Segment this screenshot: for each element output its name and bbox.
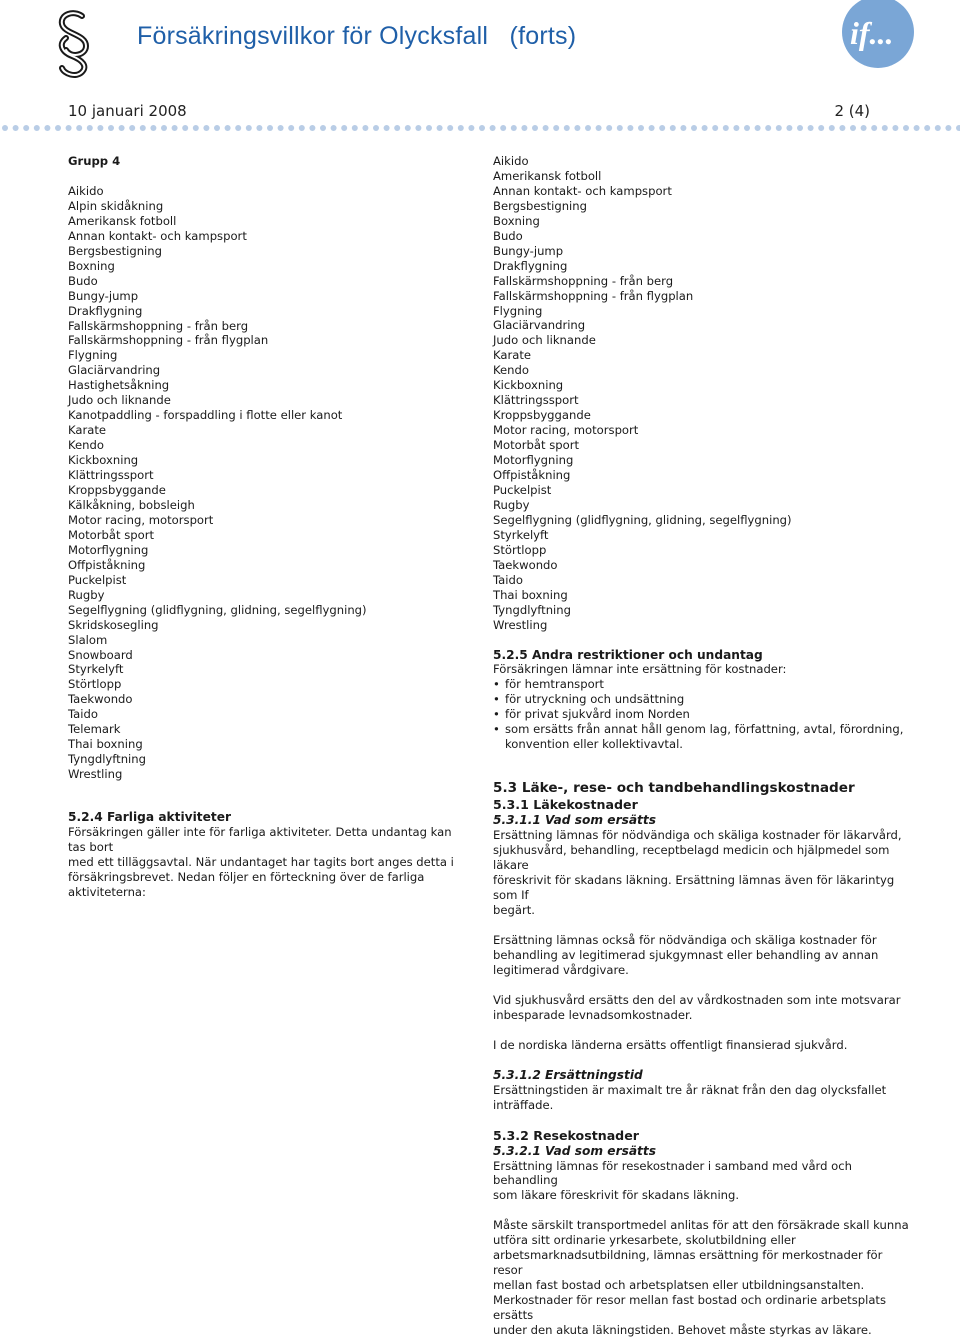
divider-dot	[246, 125, 252, 131]
divider-dot	[839, 125, 845, 131]
divider-dot	[500, 125, 506, 131]
text-line: Försäkringen gäller inte för farliga aktiviteter. Detta undantag kan tas bort	[68, 825, 452, 854]
divider-dot	[903, 125, 909, 131]
divider-dot	[299, 125, 305, 131]
right-sport-list	[493, 154, 913, 633]
sport-list-item: Puckelpist	[493, 482, 552, 497]
divider-dot	[871, 125, 877, 131]
sport-list-item: Kroppsbyggande	[68, 483, 166, 498]
section-532-title: 5.3.2 Resekostnader	[493, 1127, 639, 1143]
sport-list-item: Störtlopp	[68, 677, 122, 692]
sport-list-item: Rugby	[493, 497, 530, 512]
sport-list-item: Kroppsbyggande	[493, 408, 591, 423]
divider-dot	[76, 125, 82, 131]
divider-dot	[956, 125, 960, 131]
section-531-title: 5.3.1 Läkekostnader	[493, 797, 638, 813]
sport-list-item: Thai boxning	[68, 737, 143, 752]
sport-list-item: Amerikansk fotboll	[68, 213, 177, 228]
divider-dot	[23, 125, 29, 131]
sport-list-item: Styrkelyft	[493, 527, 549, 542]
divider-dot	[267, 125, 273, 131]
sport-list-item: Bungy-jump	[493, 243, 564, 258]
right-column	[493, 154, 913, 1338]
bullet-item: • för hemtransport	[493, 677, 913, 692]
sport-list-item: Klättringssport	[493, 393, 579, 408]
divider-dot	[203, 125, 209, 131]
divider-dot	[384, 125, 390, 131]
divider-dot	[256, 125, 262, 131]
divider-dot	[733, 125, 739, 131]
divider-dot	[564, 125, 570, 131]
divider-dot	[352, 125, 358, 131]
sport-list-item: Kendo	[68, 438, 104, 453]
section-5311-title: 5.3.1.1 Vad som ersätts	[493, 813, 656, 828]
divider-dot	[744, 125, 750, 131]
sport-list-item: Fallskärmshoppning - från flygplan	[68, 333, 269, 348]
section-525-bullets	[493, 677, 913, 752]
divider-dot	[649, 125, 655, 131]
if-logo-text: if...	[850, 15, 894, 51]
sport-list-item: Annan kontakt- och kampsport	[493, 183, 672, 198]
divider-dot	[140, 125, 146, 131]
sport-list-item: Motorflygning	[68, 542, 149, 557]
text-line: Merkostnader för resor mellan fast bostad och ordinarie arbetsplats ersätts	[493, 1293, 887, 1323]
text-line: försäkringsbrevet. Nedan följer en förteckning över de farliga aktiviteterna:	[68, 869, 425, 899]
divider-dot	[882, 125, 888, 131]
divider-dot	[394, 125, 400, 131]
sport-list-item: Glaciärvandring	[493, 318, 586, 333]
sport-list-item: Offpiståkning	[68, 557, 146, 572]
divider-dot	[172, 125, 178, 131]
text-line: inträffade.	[493, 1097, 554, 1112]
divider-dot	[659, 125, 665, 131]
divider-dot	[2, 125, 8, 131]
divider-dot	[755, 125, 761, 131]
sport-list-item: Kanotpaddling - forspaddling i flotte eller kanot	[68, 408, 343, 423]
sport-list-item: Telemark	[68, 722, 121, 737]
divider-dot	[808, 125, 814, 131]
text-line: Ersättning lämnas för nödvändiga och skäliga kostnader för läkarvård,	[493, 828, 902, 843]
sport-list-item: Taekwondo	[493, 557, 558, 572]
sport-list-item: Snowboard	[68, 647, 133, 662]
paragraph-logo-icon	[50, 8, 98, 80]
left-column	[68, 154, 468, 900]
divider-dot	[87, 125, 93, 131]
divider-dot	[479, 125, 485, 131]
sport-list-item: Taido	[493, 572, 523, 587]
divider-dot	[606, 125, 612, 131]
group-title: Grupp 4	[68, 154, 121, 168]
sport-list-item: Motorbåt sport	[493, 438, 580, 453]
divider-dot	[680, 125, 686, 131]
sport-list-item: Fallskärmshoppning - från flygplan	[493, 288, 694, 303]
bullet-item: • för privat sjukvård inom Norden	[493, 707, 913, 722]
sport-list-item: Motorbåt sport	[68, 527, 155, 542]
sport-list-item: Glaciärvandring	[68, 363, 161, 378]
sport-list-item: Hastighetsåkning	[68, 378, 170, 393]
divider-dot	[638, 125, 644, 131]
document-title	[137, 22, 576, 51]
divider-dot	[935, 125, 941, 131]
text-line: Vid sjukhusvård ersätts den del av vårdkostnaden som inte motsvarar	[493, 992, 901, 1007]
text-line: föreskrivit för skadans läkning. Ersättning lämnas även för läkarintyg som If	[493, 873, 895, 902]
divider-dot	[797, 125, 803, 131]
divider-dot	[574, 125, 580, 131]
divider-dot	[447, 125, 453, 131]
title-suffix: (forts)	[509, 22, 577, 50]
section-5311-paragraph-3	[493, 993, 913, 1023]
sport-list-item: Flygning	[68, 348, 118, 363]
divider-dot	[161, 125, 167, 131]
sport-list-item: Judo och liknande	[493, 333, 596, 348]
divider-dot	[553, 125, 559, 131]
text-line: I de nordiska länderna ersätts offentligt finansierad sjukvård.	[493, 1037, 848, 1052]
divider-dot	[288, 125, 294, 131]
divider-dot	[945, 125, 951, 131]
divider-dot	[670, 125, 676, 131]
sport-list-item: Kendo	[493, 363, 529, 378]
sport-list-item: Budo	[493, 228, 523, 243]
sport-list-item: Wrestling	[493, 617, 548, 632]
text-line: inbesparade levnadsomkostnader.	[493, 1007, 693, 1022]
title-main: Försäkringsvillkor för Olycksfall	[137, 22, 489, 50]
section-5321-paragraph-1	[493, 1159, 913, 1204]
section-5311-paragraph-2	[493, 933, 913, 978]
section-524-title: 5.2.4 Farliga aktiviteter	[68, 810, 231, 825]
sport-list-item: Fallskärmshoppning - från berg	[68, 318, 249, 333]
sport-list-item: Skridskosegling	[68, 617, 159, 632]
section-525-intro: Försäkringen lämnar inte ersättning för kostnader:	[493, 662, 787, 677]
divider-dot	[341, 125, 347, 131]
sport-list-item: Fallskärmshoppning - från berg	[493, 273, 674, 288]
sport-list-item: Karate	[493, 348, 532, 363]
divider-dot	[129, 125, 135, 131]
divider-dot	[362, 125, 368, 131]
section-5321-paragraph-2	[493, 1218, 913, 1338]
text-line: behandling av legitimerad sjukgymnast eller behandling av annan	[493, 947, 879, 962]
divider-dot	[511, 125, 517, 131]
divider-dot	[44, 125, 50, 131]
divider-dot	[914, 125, 920, 131]
divider-dot	[458, 125, 464, 131]
text-line: sjukhusvård, behandling, receptbelagd medicin och hjälpmedel som läkare	[493, 843, 890, 873]
sport-list-item: Rugby	[68, 587, 105, 602]
sport-list-item: Motorflygning	[493, 453, 574, 468]
text-line: mellan fast bostad och arbetsplatsen eller utbildningsanstalten.	[493, 1278, 865, 1293]
section-5312-paragraph	[493, 1083, 913, 1113]
text-line: legitimerad vårdgivare.	[493, 962, 629, 977]
text-line: Ersättning lämnas för resekostnader i samband med vård och behandling	[493, 1158, 852, 1188]
sport-list-item: Taido	[68, 707, 98, 722]
divider-dot	[850, 125, 856, 131]
dotted-divider	[0, 124, 960, 132]
text-line: Ersättningstiden är maximalt tre år räknat från den dag olycksfallet	[493, 1082, 887, 1097]
sport-list-item: Kickboxning	[493, 378, 564, 393]
divider-dot	[405, 125, 411, 131]
divider-dot	[320, 125, 326, 131]
document-date: 10 januari 2008	[68, 102, 187, 120]
sport-list-item: Amerikansk fotboll	[493, 168, 602, 183]
divider-dot	[490, 125, 496, 131]
sport-list-item: Judo och liknande	[68, 393, 171, 408]
sport-list-item: Puckelpist	[68, 572, 127, 587]
text-line: utföra sitt ordinarie yrkesarbete, skolutbildning eller	[493, 1233, 796, 1248]
divider-dot	[34, 125, 40, 131]
text-line: med ett tilläggsavtal. När undantaget har tagits bort anges detta i	[68, 854, 454, 869]
divider-dot	[331, 125, 337, 131]
sport-list-item: Karate	[68, 423, 107, 438]
bullet-item: • för utryckning och undsättning	[493, 692, 913, 707]
sport-list-item: Störtlopp	[493, 542, 547, 557]
divider-dot	[829, 125, 835, 131]
divider-dot	[182, 125, 188, 131]
sport-list-item: Drakflygning	[493, 258, 568, 273]
sport-list-item: Bergsbestigning	[493, 198, 587, 213]
sport-list-item: Bergsbestigning	[68, 243, 162, 258]
divider-dot	[66, 125, 72, 131]
sport-list-item: Bungy-jump	[68, 288, 139, 303]
sport-list-item: Offpiståkning	[493, 468, 571, 483]
divider-dot	[373, 125, 379, 131]
if-logo	[838, 0, 914, 68]
sport-list-item: Taekwondo	[68, 692, 133, 707]
divider-dot	[702, 125, 708, 131]
section-5312-title: 5.3.1.2 Ersättningstid	[493, 1067, 643, 1082]
divider-dot	[786, 125, 792, 131]
text-line: begärt.	[493, 902, 535, 917]
divider-dot	[415, 125, 421, 131]
divider-dot	[309, 125, 315, 131]
divider-dot	[892, 125, 898, 131]
divider-dot	[691, 125, 697, 131]
sport-list-item: Thai boxning	[493, 587, 568, 602]
sport-list-item: Aikido	[493, 154, 529, 168]
text-line: under den akuta läkningstiden. Behovet måste styrkas av läkare.	[493, 1323, 872, 1338]
sport-list-item: Annan kontakt- och kampsport	[68, 228, 247, 243]
text-line: Måste särskilt transportmedel anlitas för att den försäkrade skall kunna	[493, 1218, 909, 1233]
divider-dot	[723, 125, 729, 131]
divider-dot	[617, 125, 623, 131]
divider-dot	[818, 125, 824, 131]
section-525-title: 5.2.5 Andra restriktioner och undantag	[493, 647, 763, 662]
divider-dot	[119, 125, 125, 131]
divider-dot	[861, 125, 867, 131]
divider-dot	[426, 125, 432, 131]
sport-list-item: Aikido	[68, 183, 104, 198]
sport-list-item: Kickboxning	[68, 453, 139, 468]
divider-dot	[765, 125, 771, 131]
sport-list-item: Segelflygning (glidflygning, glidning, segelflygning)	[68, 602, 367, 617]
left-sport-list	[68, 184, 468, 782]
divider-dot	[712, 125, 718, 131]
bullet-item: • som ersätts från annat håll genom lag, författning, avtal, förordning, konvention eller kollektivavtal.	[493, 722, 913, 752]
sport-list-item: Styrkelyft	[68, 662, 124, 677]
sport-list-item: Slalom	[68, 632, 108, 647]
sport-list-item: Budo	[68, 273, 98, 288]
divider-dot	[13, 125, 19, 131]
sport-list-item: Motor racing, motorsport	[493, 423, 639, 438]
section-5311-paragraph-4	[493, 1038, 913, 1053]
section-524-text	[68, 825, 468, 900]
text-line: arbetsmarknadsutbildning, lämnas ersättning för merkostnader för resor	[493, 1248, 883, 1278]
divider-dot	[108, 125, 114, 131]
divider-dot	[924, 125, 930, 131]
section-5311-paragraph-1	[493, 828, 913, 918]
divider-dot	[585, 125, 591, 131]
divider-dot	[150, 125, 156, 131]
page-number: 2 (4)	[834, 102, 870, 120]
divider-dot	[532, 125, 538, 131]
divider-dot	[627, 125, 633, 131]
divider-dot	[543, 125, 549, 131]
section-53-title: 5.3 Läke-, rese- och tandbehandlingskostnader	[493, 780, 855, 797]
sport-list-item: Boxning	[493, 213, 540, 228]
sport-list-item: Flygning	[493, 303, 543, 318]
text-line: Ersättning lämnas också för nödvändiga och skäliga kostnader för	[493, 932, 877, 947]
divider-dot	[235, 125, 241, 131]
divider-dot	[437, 125, 443, 131]
sport-list-item: Drakflygning	[68, 303, 143, 318]
divider-dot	[225, 125, 231, 131]
divider-dot	[55, 125, 61, 131]
sport-list-item: Alpin skidåkning	[68, 198, 164, 213]
divider-dot	[521, 125, 527, 131]
sport-list-item: Wrestling	[68, 767, 123, 782]
sport-list-item: Kälkåkning, bobsleigh	[68, 497, 195, 512]
text-line: som läkare föreskrivit för skadans läkning.	[493, 1188, 740, 1203]
divider-dot	[214, 125, 220, 131]
divider-dot	[278, 125, 284, 131]
divider-dot	[596, 125, 602, 131]
if-logo-circle-icon	[838, 0, 914, 68]
sport-list-item: Tyngdlyftning	[68, 752, 146, 767]
sport-list-item: Segelflygning (glidflygning, glidning, segelflygning)	[493, 512, 792, 527]
divider-dot	[97, 125, 103, 131]
divider-dot	[776, 125, 782, 131]
section-5321-title: 5.3.2.1 Vad som ersätts	[493, 1143, 656, 1158]
divider-dot	[193, 125, 199, 131]
sport-list-item: Motor racing, motorsport	[68, 512, 214, 527]
sport-list-item: Boxning	[68, 258, 115, 273]
sport-list-item: Klättringssport	[68, 468, 154, 483]
divider-dot	[468, 125, 474, 131]
sport-list-item: Tyngdlyftning	[493, 602, 571, 617]
